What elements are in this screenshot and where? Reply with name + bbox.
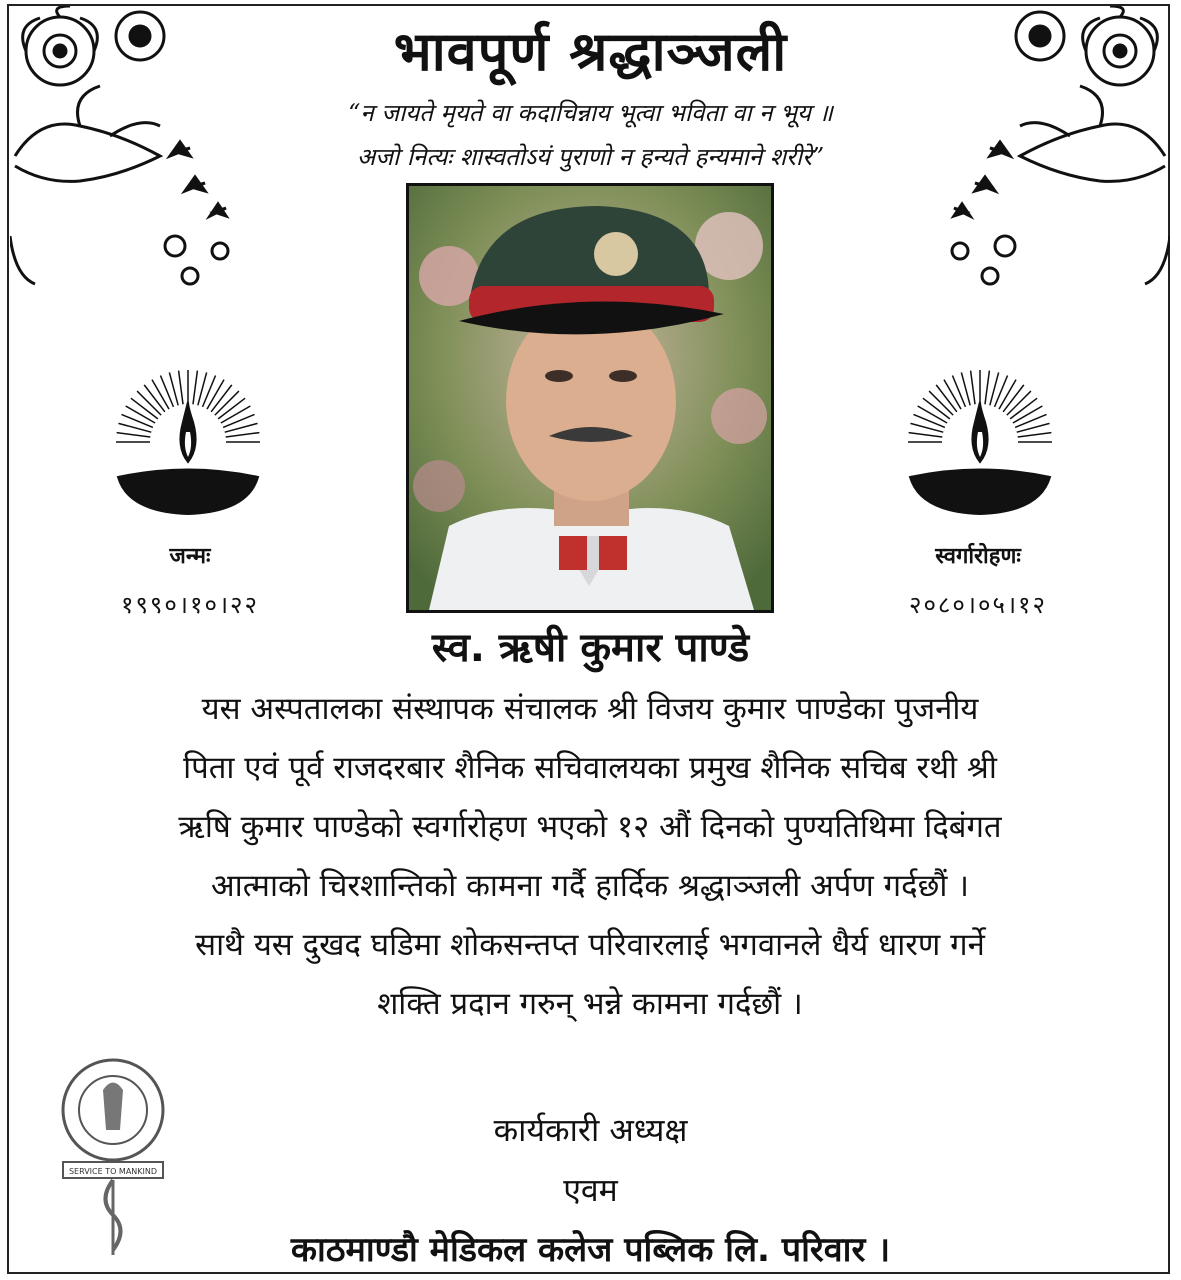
signature-title: कार्यकारी अध्यक्ष [493, 1111, 688, 1149]
portrait-photo [406, 183, 774, 613]
signature-conjunction: एवम [563, 1171, 618, 1209]
message-line: साथै यस दुखद घडिमा शोकसन्तप्त परिवारलाई भगवानले धैर्य धारण गर्ने [195, 927, 985, 963]
message-line: ऋषि कुमार पाण्डेको स्वर्गारोहण भएको १२ औं दिनको पुण्यतिथिमा दिबंगत [178, 809, 1002, 845]
birth-date: १९९०।१०।२२ [120, 591, 260, 619]
page-title: भावपूर्ण श्रद्धाञ्जली [393, 20, 788, 83]
signature-organization: काठमाण्डौ मेडिकल कलेज पब्लिक लि. परिवार । [290, 1230, 891, 1270]
oil-lamp-left-icon [108, 362, 268, 522]
verse-line-2: अजो नित्यः शास्वतोऽयं पुराणो न हन्यते हन्यमाने शरीरे” [356, 143, 825, 171]
message-line: यस अस्पतालका संस्थापक संचालक श्री विजय कुमार पाण्डेका पुजनीय [201, 691, 979, 727]
message-line: आत्माको चिरशान्तिको कामना गर्दै हार्दिक श्रद्धाञ्जली अर्पण गर्दछौं । [211, 868, 969, 904]
verse-line-1: “न जायते मृयते वा कदाचिन्नाय भूत्वा भविता वा न भूय ॥ [348, 99, 833, 127]
message-line: शक्ति प्रदान गरुन् भन्ने कामना गर्दछौं । [377, 986, 803, 1022]
birth-label: जन्मः [169, 544, 211, 569]
svg-text:SERVICE TO MANKIND: SERVICE TO MANKIND [68, 1167, 158, 1176]
deceased-name: स्व. ऋषी कुमार पाण्डे [431, 625, 750, 671]
death-date: २०८०।०५।१२ [908, 591, 1048, 619]
tribute-message [40, 680, 1140, 1034]
message-line: पिता एवं पूर्व राजदरबार शैनिक सचिवालयका प्रमुख शैनिक सचिब रथी श्री [183, 750, 997, 786]
oil-lamp-right-icon [900, 362, 1060, 522]
death-label: स्वर्गारोहणः [935, 544, 1021, 569]
